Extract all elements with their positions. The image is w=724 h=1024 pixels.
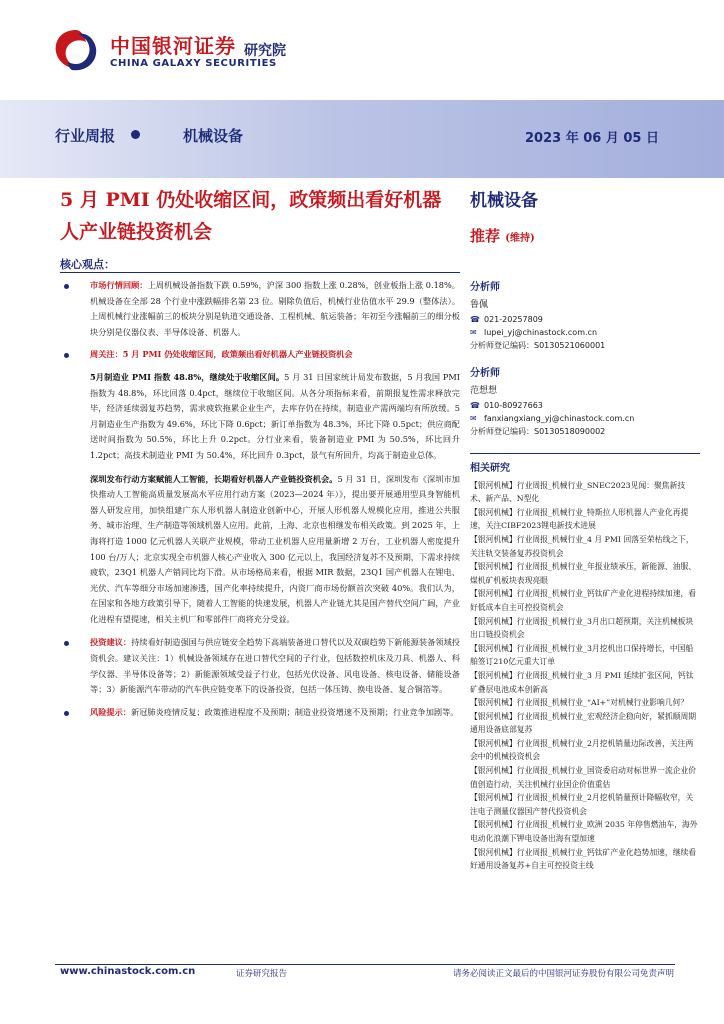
analyst-email-row[interactable] — [470, 326, 700, 339]
analyst-name: 范想想 — [470, 386, 498, 396]
email-icon: ✉ — [470, 328, 477, 337]
robot-head: 深圳发布行动方案赋能人工智能，长期看好机器人产业链投资机会。 — [90, 473, 338, 484]
main-column — [60, 278, 460, 727]
footer-disclaimer: 请务必阅读正文最后的中国银河证券股份有限公司免责声明 — [452, 969, 674, 979]
investment-advice-text: 持续看好制造强国与供应链安全趋势下高端装备进口替代以及双碳趋势下新能源装备领域投资机会。建议关注：1）机械设备领域存在进口替代空间的子行业，包括数控机床及刀具、机器人、科学仪器、半导体设备等；2）新能源领域受益子行业，包括光伏设备、风电设备、核电设备、储能设备等；3）新能源汽车带动的汽车供应链变革下的设备投资，包括一体压铸、换电设备、复合铜箔等。 — [90, 637, 460, 695]
footer-url[interactable]: www.chinastock.com.cn — [60, 966, 196, 977]
risk-warning-text: 新冠肺炎疫情反复；政策推进程度不及预期；制造业投资增速不及预期；行业竞争加剧等。 — [130, 706, 459, 717]
investment-advice-bullet — [60, 635, 460, 697]
core-view-label: 核心观点： — [60, 258, 115, 271]
analyst-email-row[interactable] — [470, 412, 700, 425]
analyst-heading: 分析师 — [470, 282, 500, 293]
analyst-phone-row — [470, 313, 700, 326]
analyst-block-2 — [470, 364, 700, 438]
report-header — [0, 0, 724, 100]
related-item[interactable]: 【银河机械】行业周报_机械行业_“AI+”对机械行业影响几何？ — [470, 698, 689, 708]
related-item[interactable]: 【银河机械】行业周报_机械行业_3 月 PMI 延续扩张区间，钙钛矿叠层电池成本创新高 — [470, 670, 694, 694]
risk-warning-head: 风险提示： — [90, 706, 131, 717]
band-industry: 机械设备 — [183, 127, 244, 145]
related-item[interactable]: 【银河机械】行业周报_机械行业_特斯拉人形机器人产业化再提速，关注CIBF2023锂电新技术进展 — [470, 507, 689, 531]
sidebar-rating — [470, 225, 535, 246]
email-icon: ✉ — [470, 414, 477, 423]
logo-cn-text: 中国银河证券 — [110, 34, 236, 58]
report-title: 5 月 PMI 仍处收缩区间，政策频出看好机器人产业链投资机会 — [60, 189, 442, 243]
analyst-phone: 021-20257809 — [484, 315, 543, 324]
related-item[interactable]: 【银河机械】行业周报_机械行业_钙钛矿产业化趋势加速，继续看好通用设备复苏+自主可控投资主线 — [470, 847, 697, 871]
related-item[interactable]: 【银河机械】行业周报_机械行业_2月挖机销量预计降幅收窄，关注电子测量仪器国产替代投资机会 — [470, 793, 694, 816]
related-item[interactable]: 【银河机械】行业周报_机械行业_2月挖机销量边际改善，关注两会中的机械投资机会 — [470, 738, 694, 762]
bullet-dot-icon — [131, 130, 140, 139]
band-row — [45, 125, 685, 145]
pmi-text: 5 月 31 日国家统计局发布数据，5 月我国 PMI 指数为 48.8%，环比回落 0.4pct，继续位于收缩区间。从各分项指标来看，前期报复性需求释放完毕，经济延续弱复苏趋势，需求疲软拖累企业生产，去库存仍在持续，制造业产需两端均有所放缓。5 月制造业生产指数为 49.6%，环比下降 0.6pct；新订单指数为 48.3%，环比下降 0.5pct；供应商配送时间指数为 50.5%，环比上升 0.2pct。分行业来看，装备制造业 PMI 为 50.5%，环比回升 1.2pct；高技术制造业 PMI 为 50.4%，环比回升 0.3pct，景气有所回升，均高于制造业总体。 — [90, 371, 460, 460]
report-type: 行业周报 — [55, 127, 116, 145]
related-item[interactable]: 【银河机械】行业周报_机械行业_欧洲 2035 年停售燃油车，海外电动化浪潮下钾电设备出海有望加速 — [470, 820, 698, 844]
phone-icon: ☎ — [470, 315, 480, 324]
pmi-paragraph — [60, 370, 460, 464]
institute-label: 研究院 — [244, 43, 286, 59]
pmi-head: 5月制造业 PMI 指数 48.8%，继续处于收缩区间。 — [90, 371, 285, 382]
related-item[interactable]: 【银河机械】行业周报_机械行业_年报业绩承压，新能源、油服、煤机矿机板块表现亮眼 — [470, 562, 697, 585]
related-item[interactable]: 【银河机械】行业周报_机械行业_3月出口超预期，关注机械板块出口链投资机会 — [470, 616, 694, 640]
analyst-email[interactable]: lupei_yj@chinastock.com.cn — [484, 328, 598, 337]
risk-warning-bullet — [60, 705, 460, 721]
related-item[interactable]: 【银河机械】行业周报_机械行业_SNEC2023见闻：聚焦新技术、新产品、N型化 — [470, 480, 686, 504]
related-item[interactable]: 【银河机械】行业周报_机械行业_3月挖机出口保持增长，中国船舶签订210亿元重大订单 — [470, 643, 694, 667]
analyst-block-1 — [470, 278, 700, 352]
robot-paragraph — [60, 472, 460, 628]
phone-icon: ☎ — [470, 401, 480, 410]
analyst-reg: 分析师登记编码：S0130518090002 — [470, 427, 606, 436]
logo-en-text: CHINA GALAXY SECURITIES — [110, 58, 277, 69]
weekly-focus-head: 周关注：5 月 PMI 仍处收缩区间，政策频出看好机器人产业链投资机会 — [90, 349, 353, 360]
analyst-heading: 分析师 — [470, 368, 500, 379]
report-date: 2023 年 06 月 05 日 — [525, 131, 659, 146]
sidebar-industry: 机械设备 — [470, 191, 538, 211]
core-divider — [60, 272, 460, 273]
market-review-text: 上周机械设备指数下跌 0.59%，沪深 300 指数上涨 0.28%，创业板指上涨 0.18%。机械设备在全部 28 个行业中涨跌幅排名第 23 位。剔除负值后，机械行业估值水平 29.9（整体法）。上周机械行业涨幅前三的板块分别是轨道交通设备、工程机械、航运装备；年初至今涨幅前三的细分板块分别是仪器仪表、半导体设备、机器人。 — [90, 280, 460, 337]
investment-advice-head: 投资建议： — [90, 637, 132, 648]
related-heading: 相关研究 — [470, 463, 510, 474]
robot-text: 5 月 31 日，深圳发布《深圳市加快推动人工智能高质量发展高水平应用行动方案（2023—2024 年）》，提出要开展通用型具身智能机器人研发应用，加快组建广东人形机器人制造业创新中心，开展人形机器人规模化应用，推进公共服务、城市治理、生产制造等领域机器人应用。此前，上海、北京也相继发布相关政策。到 2025 年，上海将打造 1000 亿元机器人关联产业规模，带动工业机器人应用量新增 2 万台，工业机器人密度提升 100 台/万人；北京实现全市机器人核心产业收入 300 亿元以上，我国经济复苏不及预期，下需求持续疲软，23Q1 机器人产销同比均下滑。从市场格局来看，根据 MIR 数据，23Q1 国产机器人在锂电、光伏、汽车等细分市场加速渗透，国产化率持续提升，内资厂商市场份额首次突破 40%。我们认为，在国家和各地方政策引导下，随着人工智能的快速发展，机器人产业链尤其是国产替代空间广阔，产业化进程有望提速，相关主机厂和零部件厂商将充分受益。 — [90, 473, 460, 624]
weekly-focus-bullet — [60, 347, 460, 363]
market-review-bullet — [60, 278, 460, 340]
galaxy-logo-icon — [50, 26, 102, 74]
related-divider — [470, 453, 700, 454]
footer-report-label: 证券研究报告 — [236, 969, 288, 979]
related-item[interactable]: 【银河机械】行业周报_机械行业_钙钛矿产业化进程持续加速，看好低成本自主可控投资机会 — [470, 589, 697, 612]
market-review-head: 市场行情回顾： — [90, 280, 148, 290]
analyst-reg: 分析师登记编码：S0130521060001 — [470, 341, 606, 350]
analyst-name: 鲁佩 — [470, 300, 489, 310]
analyst-phone-row — [470, 399, 700, 412]
analyst-phone: 010-80927663 — [484, 401, 543, 410]
related-item[interactable]: 【银河机械】行业周报_机械行业_4 月 PMI 回落至荣枯线之下，关注轨交装备复苏投资机会 — [470, 534, 694, 558]
rating-sub: (维持) — [505, 233, 535, 244]
related-item[interactable]: 【银河机械】行业周报_机械行业_国资委启动对标世界一流企业价值创造行动，关注机械行业国企价值重估 — [470, 766, 697, 789]
related-research — [470, 462, 700, 873]
related-item[interactable]: 【银河机械】行业周报_机械行业_宏观经济企稳向好，紧抓顺周期通用设备底部复苏 — [470, 711, 697, 735]
footer-divider — [55, 964, 675, 965]
analyst-email[interactable]: fanxiangxiang_yj@chinastock.com.cn — [484, 414, 635, 423]
rating-value: 推荐 — [470, 227, 501, 245]
